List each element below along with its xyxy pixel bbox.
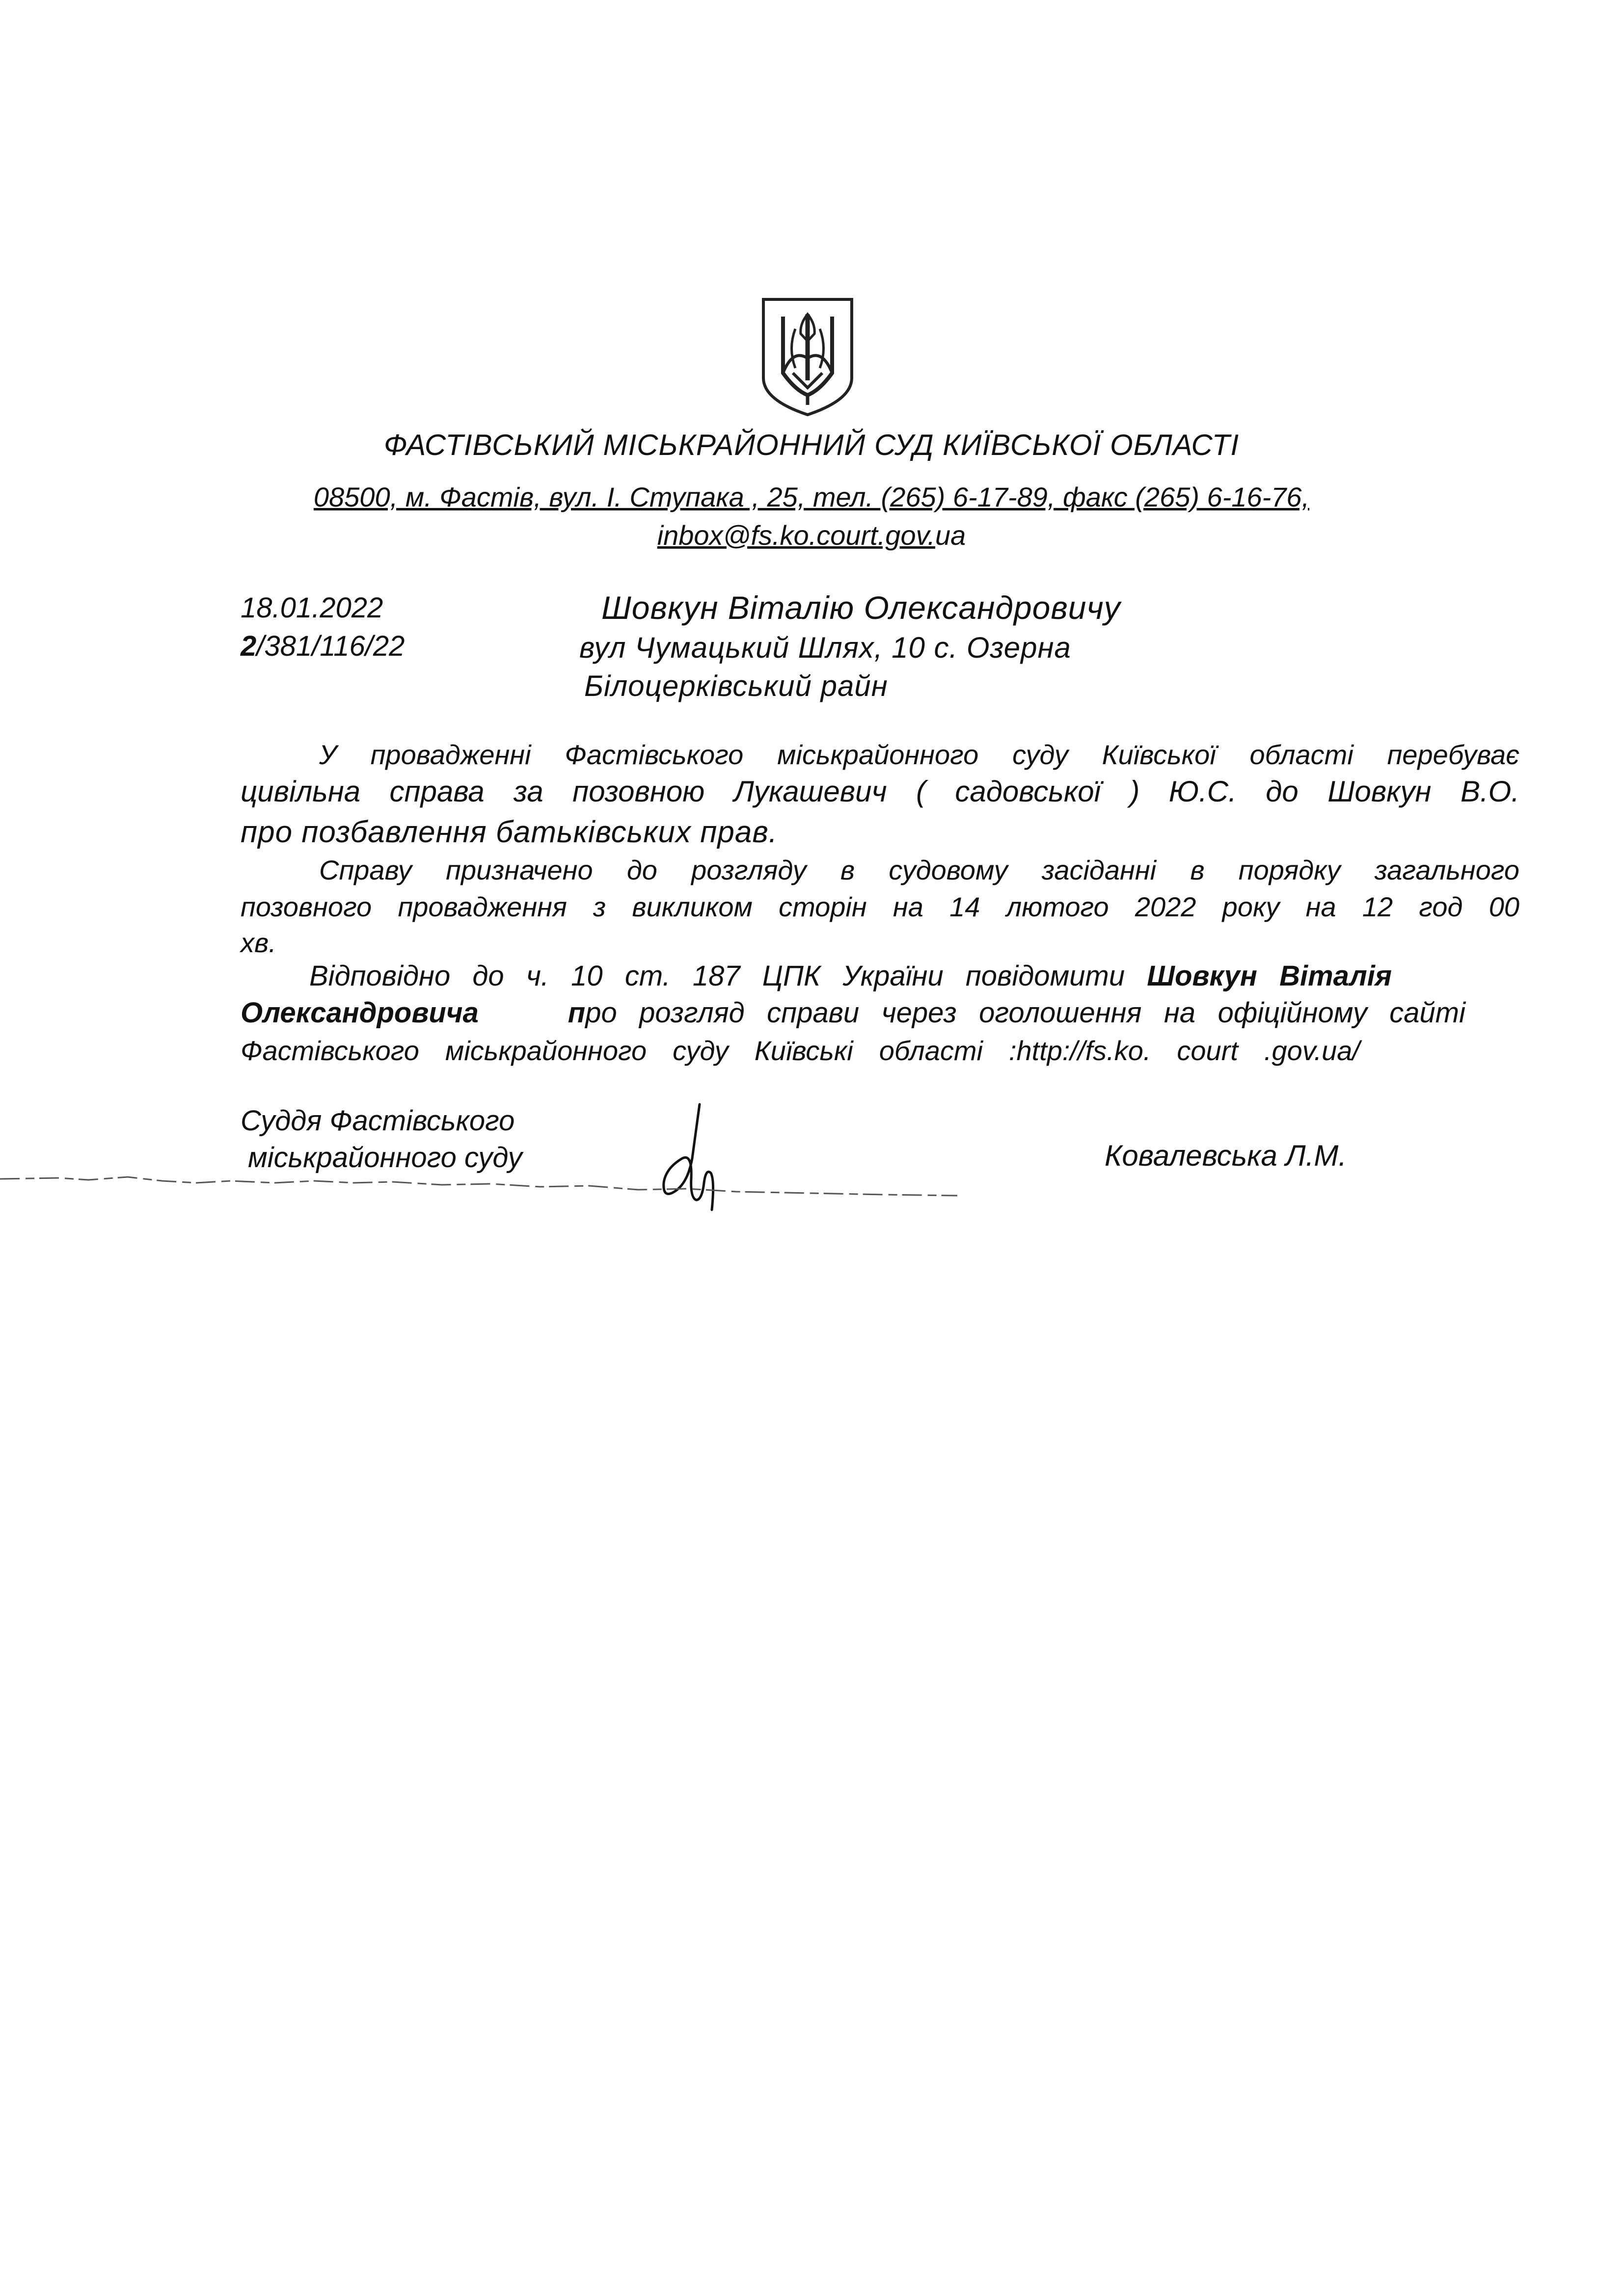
- paragraph2-line1: Справу призначено до розгляду в судовому засіданні в порядку загального: [319, 854, 1519, 885]
- paragraph1-line1: У провадженні Фастівського міськрайонного суду Київської області перебуває: [319, 739, 1519, 770]
- recipient-address-line2: Білоцерківський райн: [584, 669, 888, 702]
- trident-emblem-icon: [758, 294, 857, 417]
- court-name: ФАСТІВСЬКИЙ МІСЬКРАЙОННИЙ СУД КИЇВСЬКОЇ ОБЛАСТІ: [383, 428, 1240, 461]
- court-email-tail: ua: [935, 520, 966, 551]
- defendant-patronymic-bold: Олександровича: [241, 997, 479, 1029]
- judge-title-line2: міськрайонного суду: [248, 1142, 522, 1174]
- bold-letter-p: п: [568, 997, 586, 1029]
- recipient-name: Шовкун Віталію Олександровичу: [601, 589, 1121, 626]
- case-number-prefix: 2: [241, 630, 257, 662]
- paragraph2-line3: хв.: [241, 927, 276, 958]
- paragraph2-line2: позовного провадження з викликом сторін на 14 лютого 2022 року на 12 год 00: [241, 891, 1519, 922]
- case-number-rest: /381/116/22: [256, 630, 405, 662]
- scan-artifact-line: [0, 1168, 957, 1207]
- paragraph3-line1-text: Відповідно до ч. 10 ст. 187 ЦПК України повідомити: [309, 960, 1147, 992]
- defendant-name-bold: Шовкун Віталія: [1147, 960, 1392, 992]
- court-email-address[interactable]: inbox@fs.ko.court.gov.: [657, 520, 935, 551]
- paragraph1-line2: цивільна справа за позовною Лукашевич ( садовської ) Ю.С. до Шовкун В.О.: [241, 775, 1519, 808]
- judge-title-line1: Суддя Фастівського: [241, 1105, 515, 1137]
- recipient-address-line1: вул Чумацький Шлях, 10 с. Озерна: [579, 631, 1071, 664]
- court-address: 08500, м. Фастів, вул. І. Ступака , 25, тел. (265) 6-17-89, факс (265) 6-16-76,: [313, 481, 1310, 512]
- paragraph3-line1: [309, 960, 1392, 992]
- paragraph3-line2-text: ро розгляд справи через оголошення на офіційному сайті: [585, 997, 1465, 1029]
- document-date: 18.01.2022: [241, 592, 383, 624]
- court-email: [0, 519, 1623, 551]
- paragraph3-line3: Фастівського міськрайонного суду Київські області :http://fs.ko. court .gov.ua/: [241, 1035, 1360, 1066]
- paragraph3-line2: [241, 996, 1465, 1029]
- judge-name: Ковалевська Л.М.: [1105, 1139, 1347, 1172]
- case-number: [241, 630, 405, 663]
- paragraph1-line3: про позбавлення батьківських прав.: [241, 815, 778, 849]
